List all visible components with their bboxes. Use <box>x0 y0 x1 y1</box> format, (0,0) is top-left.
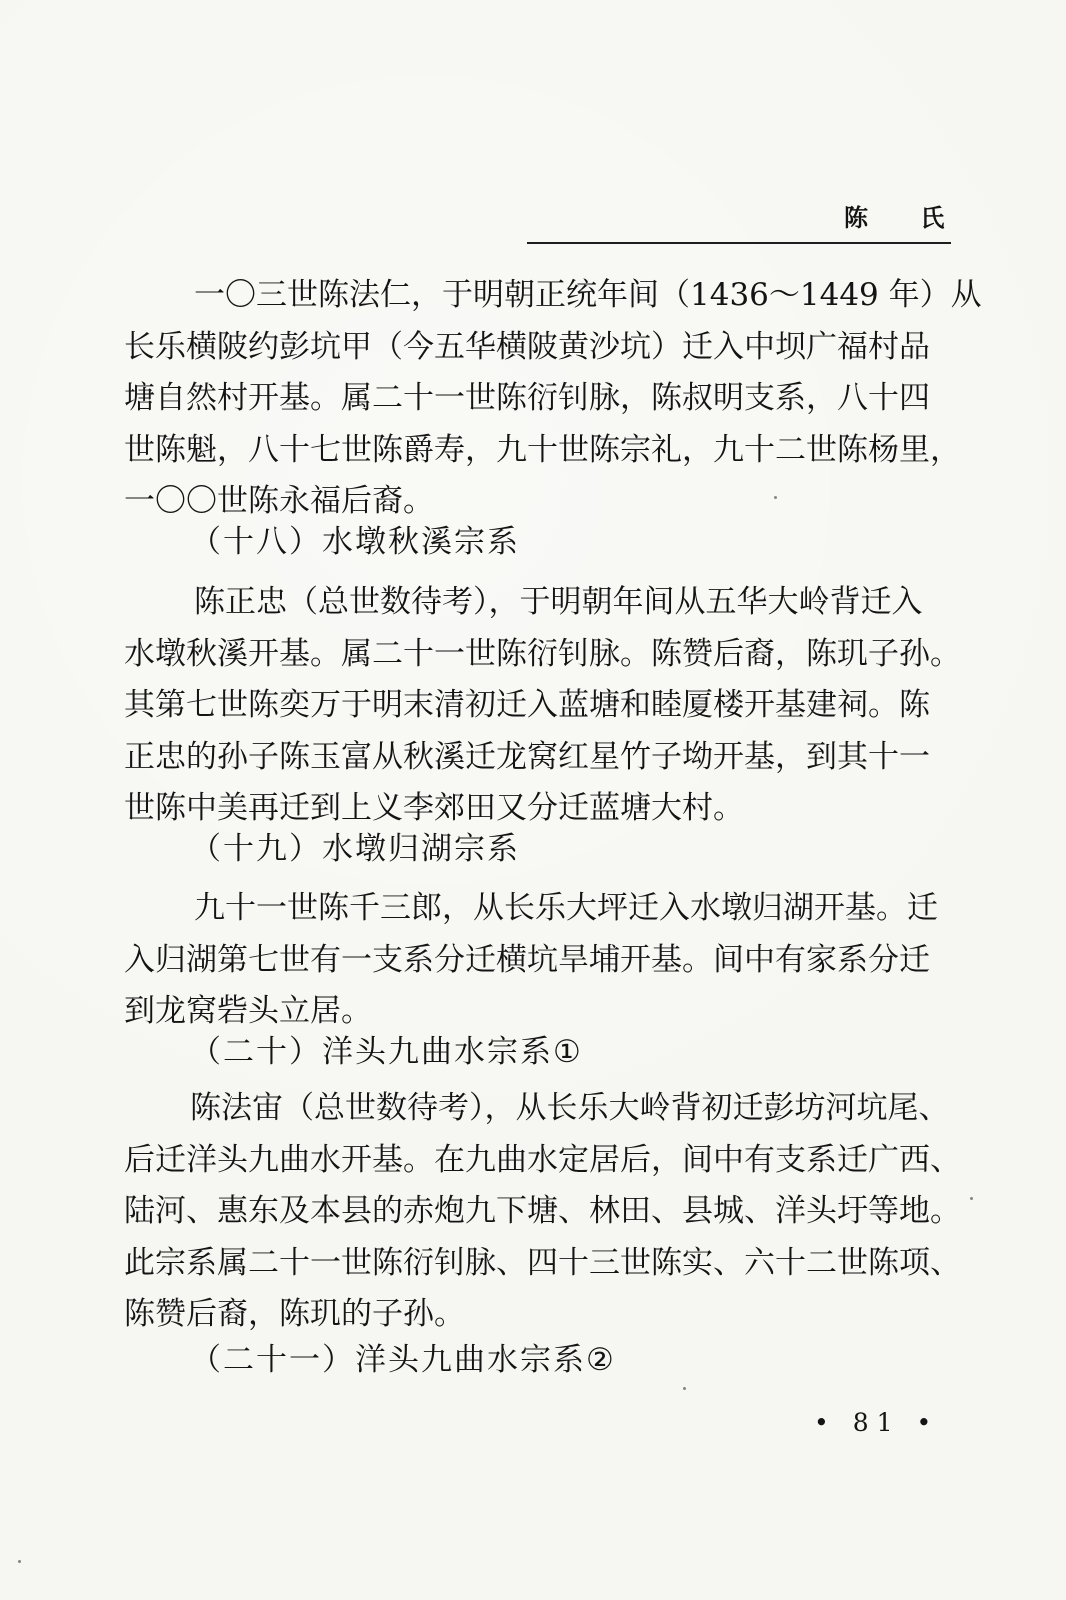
section-heading-21: （二十一）洋头九曲水宗系② <box>190 1342 616 1378</box>
text-line: 陈赞后裔，陈玑的子孙。 <box>124 1296 465 1332</box>
print-speck <box>683 1387 686 1390</box>
paragraph-chen-faren <box>124 270 982 528</box>
text-line: 世陈中美再迁到上义李郊田又分迁蓝塘大村。 <box>124 790 744 826</box>
print-speck <box>774 496 777 499</box>
paragraph-shuidun-guihu <box>124 883 949 1038</box>
section-heading-20: （二十）洋头九曲水宗系① <box>190 1034 583 1070</box>
header-rule <box>527 242 951 244</box>
paragraph-shuidun-qiuxi <box>124 577 961 835</box>
text-line: 此宗系属二十一世陈衍钊脉、四十三世陈实、六十二世陈项、 <box>124 1244 961 1281</box>
text-line: 其第七世陈奕万于明末清初迁入蓝塘和睦厦楼开基建祠。陈 <box>124 687 930 723</box>
print-speck <box>18 1560 21 1563</box>
paragraph-yangtou-jiuqushui <box>124 1083 961 1341</box>
text-line: 塘自然村开基。属二十一世陈衍钊脉，陈叔明支系，八十四 <box>124 380 930 416</box>
text-line: 一〇三世陈法仁，于明朝正统年间（1436～1449 年）从 <box>194 277 982 313</box>
text-line: 世陈魁，八十七世陈爵寿，九十世陈宗礼，九十二世陈杨里， <box>124 431 961 468</box>
text-line: 长乐横陂约彭坑甲（今五华横陂黄沙坑）迁入中坝广福村品 <box>124 328 930 365</box>
text-line: 到龙窝砦头立居。 <box>124 993 372 1029</box>
text-line: 一〇〇世陈永福后裔。 <box>124 483 434 519</box>
text-line: 正忠的孙子陈玉富从秋溪迁龙窝红星竹子坳开基，到其十一 <box>124 738 930 775</box>
section-heading-18: （十八）水墩秋溪宗系 <box>190 524 520 560</box>
running-header-title: 陈 氏 <box>844 204 967 232</box>
section-heading-19: （十九）水墩归湖宗系 <box>190 831 520 867</box>
page-number: • 81 • <box>814 1408 940 1437</box>
print-speck <box>970 1197 973 1200</box>
text-line: 陈正忠（总世数待考），于明朝年间从五华大岭背迁入 <box>194 584 923 620</box>
text-line: 水墩秋溪开基。属二十一世陈衍钊脉。陈赞后裔，陈玑子孙。 <box>124 635 961 672</box>
text-line: 陆河、惠东及本县的赤炮九下塘、林田、县城、洋头圩等地。 <box>124 1193 961 1229</box>
text-line: 陈法宙（总世数待考），从长乐大岭背初迁彭坊河坑尾、 <box>190 1090 950 1126</box>
text-line: 九十一世陈千三郎，从长乐大坪迁入水墩归湖开基。迁 <box>194 890 938 926</box>
text-line: 入归湖第七世有一支系分迁横坑旱埔开基。间中有家系分迁 <box>124 941 930 978</box>
text-line: 后迁洋头九曲水开基。在九曲水定居后，间中有支系迁广西、 <box>124 1141 961 1178</box>
